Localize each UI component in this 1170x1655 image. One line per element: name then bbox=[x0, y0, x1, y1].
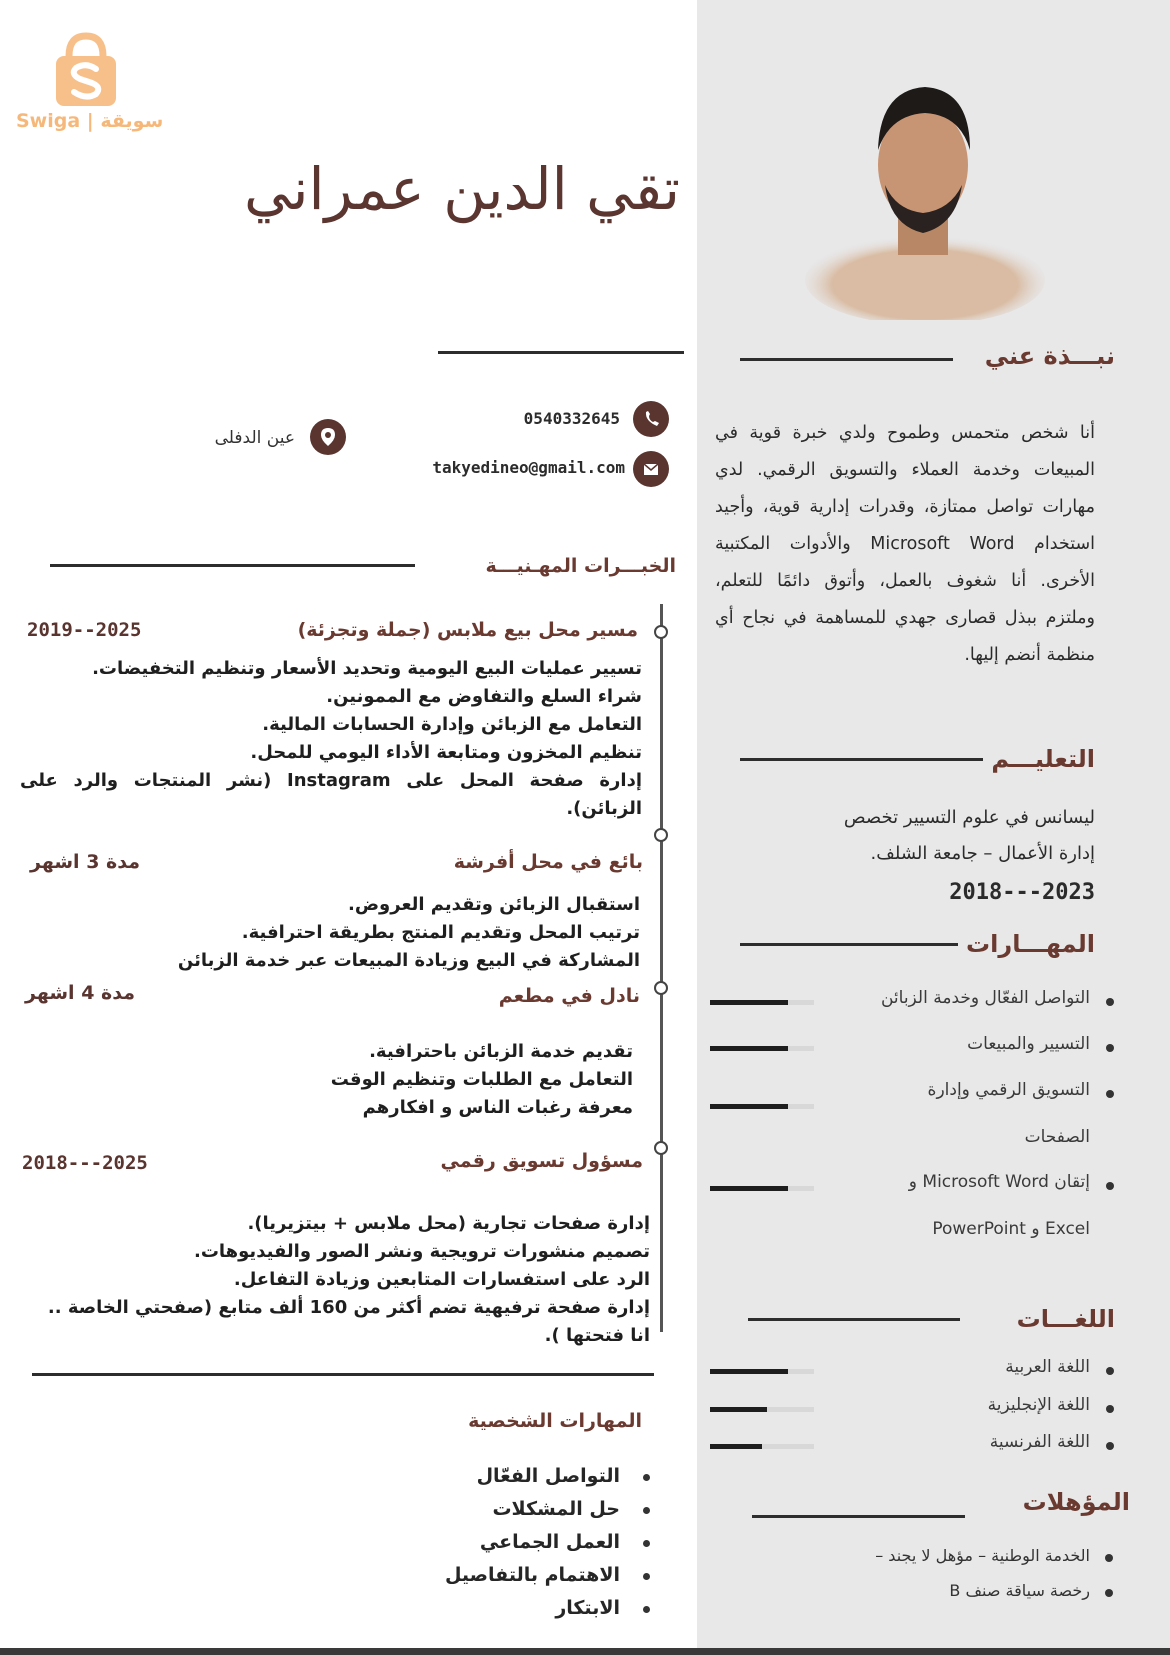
job-date: 2019--2025 bbox=[27, 619, 142, 641]
job-duty: تسيير عمليات البيع اليومية وتحديد الأسعار وتنظيم التخفيضات. bbox=[92, 658, 642, 679]
job-duty: تقديم خدمة الزبائن باحترافية. bbox=[369, 1041, 633, 1062]
job-duty: الرد على استفسارات المتابعين وزيادة التفاعل. bbox=[233, 1269, 650, 1290]
soft-skill-item: الاهتمام بالتفاصيل bbox=[380, 1559, 650, 1592]
job-duties bbox=[250, 1038, 633, 1122]
soft-skills-divider bbox=[32, 1373, 654, 1376]
language-label: اللغة الفرنسية bbox=[989, 1432, 1090, 1452]
timeline-dot bbox=[654, 981, 668, 995]
experience-divider bbox=[50, 564, 415, 567]
job-duty: انا فتحتها ). bbox=[544, 1325, 650, 1346]
logo-text: Swiga | سويقة bbox=[16, 110, 164, 132]
skill-level-bar bbox=[710, 1046, 814, 1051]
job-duty: الزبائن). bbox=[566, 798, 642, 819]
language-label: اللغة العربية bbox=[1005, 1357, 1090, 1377]
timeline-dot bbox=[654, 625, 668, 639]
skill-level-bar bbox=[710, 1000, 814, 1005]
job-title: مسير محل بيع ملابس (جملة وتجزئة) bbox=[297, 619, 638, 641]
phone-number[interactable]: 0540332645 bbox=[523, 409, 620, 428]
job-duties bbox=[100, 891, 640, 975]
job-duty: إدارة صفحات تجارية (محل ملابس + بيتزيريا). bbox=[247, 1213, 650, 1234]
job-title: نادل في مطعم bbox=[498, 985, 640, 1007]
education-divider bbox=[740, 758, 983, 761]
language-label: اللغة الإنجليزية bbox=[987, 1395, 1090, 1415]
job-duty: إدارة صفحة المحل على Instagram (نشر المنتجات والرد على bbox=[20, 770, 643, 791]
skill-bullet bbox=[1106, 1367, 1114, 1375]
language-level-bar bbox=[710, 1369, 814, 1374]
skill-bullet bbox=[1106, 1044, 1114, 1052]
language-level-bar bbox=[710, 1444, 814, 1449]
soft-skill-item: الابتكار bbox=[380, 1592, 650, 1625]
qualifications-divider bbox=[752, 1515, 965, 1518]
skill-bullet bbox=[1106, 1405, 1114, 1413]
job-duty: ترتيب المحل وتقديم المنتج بطريقة احترافية. bbox=[241, 922, 640, 943]
job-duty: تنظيم المخزون ومتابعة الأداء اليومي للمحل. bbox=[250, 742, 642, 763]
job-duty: استقبال الزبائن وتقديم العروض. bbox=[348, 894, 640, 915]
skill-label: إتقان Microsoft Word و bbox=[908, 1172, 1090, 1192]
languages-divider bbox=[748, 1318, 960, 1321]
job-date: مدة 4 اشهر bbox=[25, 982, 135, 1004]
education-heading: التعليـــم bbox=[991, 745, 1095, 773]
location-pin-icon bbox=[310, 419, 346, 455]
email-icon bbox=[633, 451, 669, 487]
job-duty: شراء السلع والتفاوض مع الممونين. bbox=[326, 686, 642, 707]
soft-skill-item: العمل الجماعي bbox=[380, 1526, 650, 1559]
skill-level-fill bbox=[710, 1000, 788, 1005]
person-name: تقي الدين عمراني bbox=[244, 155, 680, 223]
skill-label-continued: Excel و PowerPoint bbox=[932, 1219, 1090, 1239]
job-title: بائع في محل أفرشة bbox=[453, 851, 643, 873]
timeline-dot bbox=[654, 1141, 668, 1155]
timeline-dot bbox=[654, 828, 668, 842]
job-duty: تصميم منشورات ترويجية ونشر الصور والفيديوهات. bbox=[193, 1241, 650, 1262]
job-date: مدة 3 اشهر bbox=[30, 851, 140, 873]
skill-bullet bbox=[1106, 1090, 1114, 1098]
education-line-1: ليسانس في علوم التسيير تخصص bbox=[843, 807, 1095, 828]
phone-icon bbox=[633, 401, 669, 437]
header-divider bbox=[438, 351, 684, 354]
skill-level-fill bbox=[710, 1186, 788, 1191]
job-title: مسؤول تسويق رقمي bbox=[440, 1150, 643, 1172]
qualification-bullet bbox=[1105, 1589, 1113, 1597]
job-duty: إدارة صفحة ترفيهية تضم أكثر من 160 ألف متابع (صفحتي الخاصة .. bbox=[47, 1297, 650, 1318]
skill-bullet bbox=[1106, 998, 1114, 1006]
education-details bbox=[715, 800, 1095, 872]
job-duty: التعامل مع الطلبات وتنظيم الوقت bbox=[330, 1069, 633, 1090]
email-address[interactable]: takyedineo@gmail.com bbox=[432, 458, 625, 477]
location-text: عين الدفلى bbox=[214, 428, 295, 448]
experience-heading: الخبـــرات المهـنيـــة bbox=[485, 555, 676, 577]
education-line-2: إدارة الأعمال – جامعة الشلف. bbox=[870, 843, 1095, 864]
about-heading: نبـــذة عني bbox=[984, 342, 1115, 370]
skill-level-fill bbox=[710, 1046, 788, 1051]
about-text: أنا شخص متحمس وطموح ولدي خبرة قوية في المبيعات وخدمة العملاء والتسويق الرقمي. لدي مهارات تواصل ممتازة، وقدرات إدارية قوية، وأجيد استخدام Microsoft Word والأدوات المكتبية الأخرى. أنا شغوف بالعمل، وأتوق دائمًا للتعلم، وملتزم ببذل قصارى جهدي للمساهمة في نجاح أي منظمة أنضم إليها. bbox=[715, 423, 1095, 665]
language-level-bar bbox=[710, 1407, 814, 1412]
education-years: 2018---2023 bbox=[949, 880, 1095, 905]
skills-divider bbox=[740, 943, 958, 946]
skill-label: التواصل الفعّال وخدمة الزبائن bbox=[880, 988, 1090, 1008]
qualification-item: الخدمة الوطنية – مؤهل لا يجند – bbox=[875, 1546, 1090, 1565]
job-duty: التعامل مع الزبائن وإدارة الحسابات المالية. bbox=[262, 714, 642, 735]
qualification-bullet bbox=[1105, 1554, 1113, 1562]
soft-skills-list bbox=[380, 1460, 650, 1625]
job-duties bbox=[20, 655, 642, 823]
language-level-fill bbox=[710, 1444, 762, 1449]
experience-timeline bbox=[660, 604, 663, 1332]
soft-skill-item: حل المشكلات bbox=[380, 1493, 650, 1526]
skill-bullet bbox=[1106, 1442, 1114, 1450]
job-duties bbox=[12, 1210, 650, 1350]
skill-label: التسيير والمبيعات bbox=[967, 1034, 1090, 1054]
about-divider bbox=[740, 358, 953, 361]
job-duty: المشاركة في البيع وزيادة المبيعات عبر خدمة الزبائن bbox=[177, 950, 640, 971]
brand-logo bbox=[14, 26, 174, 146]
soft-skill-item: التواصل الفعّال bbox=[380, 1460, 650, 1493]
skill-level-bar bbox=[710, 1186, 814, 1191]
skill-label: التسويق الرقمي وإدارة bbox=[927, 1080, 1090, 1100]
qualification-item: رخصة سياقة صنف B bbox=[949, 1581, 1090, 1600]
job-date: 2018---2025 bbox=[22, 1152, 148, 1174]
qualifications-heading: المؤهلات bbox=[1022, 1488, 1130, 1516]
soft-skills-heading: المهارات الشخصية bbox=[468, 1410, 642, 1432]
profile-photo bbox=[790, 65, 1050, 320]
skill-level-fill bbox=[710, 1104, 788, 1109]
skill-bullet bbox=[1106, 1182, 1114, 1190]
skills-heading: المهـــارات bbox=[966, 930, 1095, 958]
job-duty: معرفة رغبات الناس و افكارهم bbox=[362, 1097, 633, 1118]
languages-heading: اللغـــات bbox=[1016, 1305, 1115, 1333]
language-level-fill bbox=[710, 1369, 788, 1374]
skill-level-bar bbox=[710, 1104, 814, 1109]
bottom-border bbox=[0, 1648, 1170, 1655]
skill-label-continued: الصفحات bbox=[1024, 1127, 1090, 1147]
language-level-fill bbox=[710, 1407, 767, 1412]
